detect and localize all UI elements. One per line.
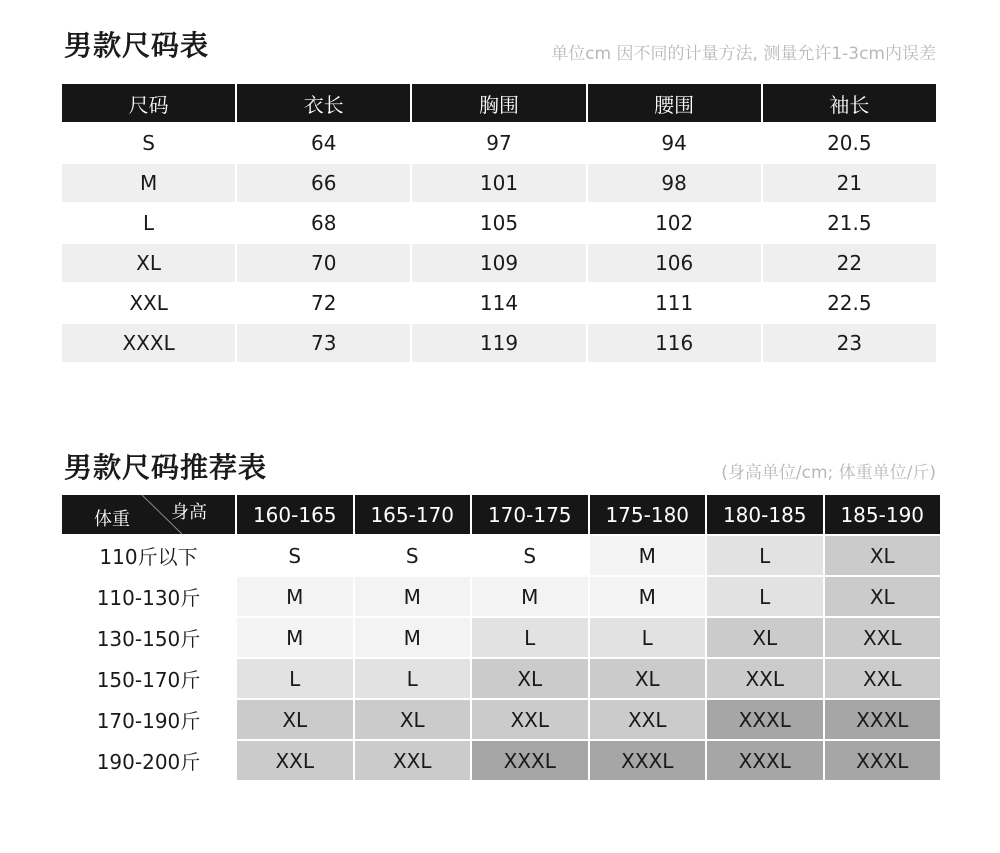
size-table-cell: 97 xyxy=(486,131,512,155)
recommended-size-cell: XXL xyxy=(237,741,353,780)
recommended-size-cell: XL xyxy=(825,536,941,575)
recommended-size-cell: M xyxy=(237,577,353,616)
recommended-size-cell: XXL xyxy=(590,700,706,739)
size-table-cell: 116 xyxy=(588,324,761,362)
size-table-cell: XXXL xyxy=(62,324,235,362)
recommended-size-cell: L xyxy=(355,659,471,698)
recommended-size-cell: XL xyxy=(472,659,588,698)
recommended-size-cell: XL xyxy=(825,577,941,616)
recommended-size-cell: XXL xyxy=(707,659,823,698)
size-table-header-sleeve: 袖长 xyxy=(763,84,936,122)
recommended-size-cell: S xyxy=(237,536,353,575)
recommended-size-cell: XXL xyxy=(355,741,471,780)
size-table-cell: 106 xyxy=(588,244,761,282)
weight-range-label: 150-170斤 xyxy=(96,668,201,692)
size-table-cell: 72 xyxy=(311,291,337,315)
size-table-cell: 70 xyxy=(237,244,410,282)
recommended-size-cell: M xyxy=(472,577,588,616)
recommended-size-cell: M xyxy=(590,536,706,575)
size-table-cell: 64 xyxy=(311,131,337,155)
recommended-size-cell: M xyxy=(590,577,706,616)
corner-header xyxy=(62,495,235,534)
size-table-cell: 73 xyxy=(237,324,410,362)
recommended-size-cell: M xyxy=(355,618,471,657)
recommended-size-cell: XXL xyxy=(472,700,588,739)
recommended-size-cell: L xyxy=(707,577,823,616)
size-table-cell: 111 xyxy=(655,291,694,315)
recommended-size-cell: M xyxy=(355,577,471,616)
size-table-header-length: 衣长 xyxy=(237,84,410,122)
corner-diagonal xyxy=(62,495,235,534)
size-table-cell: 21 xyxy=(763,164,936,202)
weight-range-label: 190-200斤 xyxy=(96,750,201,774)
size-table-header-waist: 腰围 xyxy=(588,84,761,122)
recommended-size-cell: XXXL xyxy=(472,741,588,780)
recommended-size-cell: S xyxy=(472,536,588,575)
recommend-chart-note: (身高单位/cm; 体重单位/斤) xyxy=(721,463,936,483)
weight-range-label: 110-130斤 xyxy=(96,586,201,610)
recommended-size-cell: L xyxy=(590,618,706,657)
recommended-size-cell: XXXL xyxy=(825,741,941,780)
size-table-cell: 23 xyxy=(763,324,936,362)
size-table-cell: 101 xyxy=(412,164,585,202)
recommend-chart-title: 男款尺码推荐表 xyxy=(64,451,268,484)
weight-range-label: 130-150斤 xyxy=(96,627,201,651)
recommended-size-cell: XXL xyxy=(825,618,941,657)
recommended-size-cell: L xyxy=(237,659,353,698)
size-table-header-size: 尺码 xyxy=(62,84,235,122)
size-table-cell: S xyxy=(142,131,155,155)
recommended-size-cell: XL xyxy=(355,700,471,739)
recommended-size-cell: XL xyxy=(590,659,706,698)
recommended-size-cell: XL xyxy=(707,618,823,657)
size-table-cell: 114 xyxy=(479,291,519,315)
recommended-size-cell: XXXL xyxy=(825,700,941,739)
height-range-header: 175-180 xyxy=(590,495,706,534)
height-range-header: 180-185 xyxy=(707,495,823,534)
size-table-cell: 94 xyxy=(661,131,687,155)
recommended-size-cell: XL xyxy=(237,700,353,739)
size-table-cell: 21.5 xyxy=(827,211,872,235)
size-table-cell: M xyxy=(62,164,235,202)
size-table-cell: 20.5 xyxy=(827,131,872,155)
size-table-cell: 98 xyxy=(588,164,761,202)
size-table-cell: 105 xyxy=(479,211,519,235)
recommended-size-cell: M xyxy=(237,618,353,657)
recommended-size-cell: XXXL xyxy=(707,741,823,780)
recommend-table xyxy=(62,495,940,780)
size-table-cell: 22.5 xyxy=(827,291,872,315)
height-range-header: 160-165 xyxy=(237,495,353,534)
size-table-cell: 66 xyxy=(237,164,410,202)
size-table-cell: 102 xyxy=(655,211,694,235)
height-range-header: 185-190 xyxy=(825,495,941,534)
size-table-cell: XL xyxy=(62,244,235,282)
size-table-cell: 68 xyxy=(311,211,337,235)
size-table-cell: XXL xyxy=(129,291,168,315)
size-table-cell: 119 xyxy=(412,324,585,362)
height-range-header: 170-175 xyxy=(472,495,588,534)
height-range-header: 165-170 xyxy=(355,495,471,534)
recommended-size-cell: XXXL xyxy=(590,741,706,780)
size-chart-title: 男款尺码表 xyxy=(64,29,210,62)
size-table-cell: 22 xyxy=(763,244,936,282)
weight-range-label: 170-190斤 xyxy=(96,709,201,733)
corner-weight-label: 体重 xyxy=(94,509,130,530)
recommended-size-cell: XXL xyxy=(825,659,941,698)
size-table-cell: L xyxy=(143,211,155,235)
size-table xyxy=(62,84,936,362)
recommended-size-cell: L xyxy=(472,618,588,657)
recommended-size-cell: XXXL xyxy=(707,700,823,739)
recommended-size-cell: S xyxy=(355,536,471,575)
weight-range-label: 110斤以下 xyxy=(99,545,198,569)
corner-height-label: 身高 xyxy=(171,502,207,523)
size-table-cell: 109 xyxy=(412,244,585,282)
size-chart-note: 单位cm 因不同的计量方法, 测量允许1-3cm内误差 xyxy=(551,44,936,64)
recommended-size-cell: L xyxy=(707,536,823,575)
size-table-header-chest: 胸围 xyxy=(412,84,585,122)
